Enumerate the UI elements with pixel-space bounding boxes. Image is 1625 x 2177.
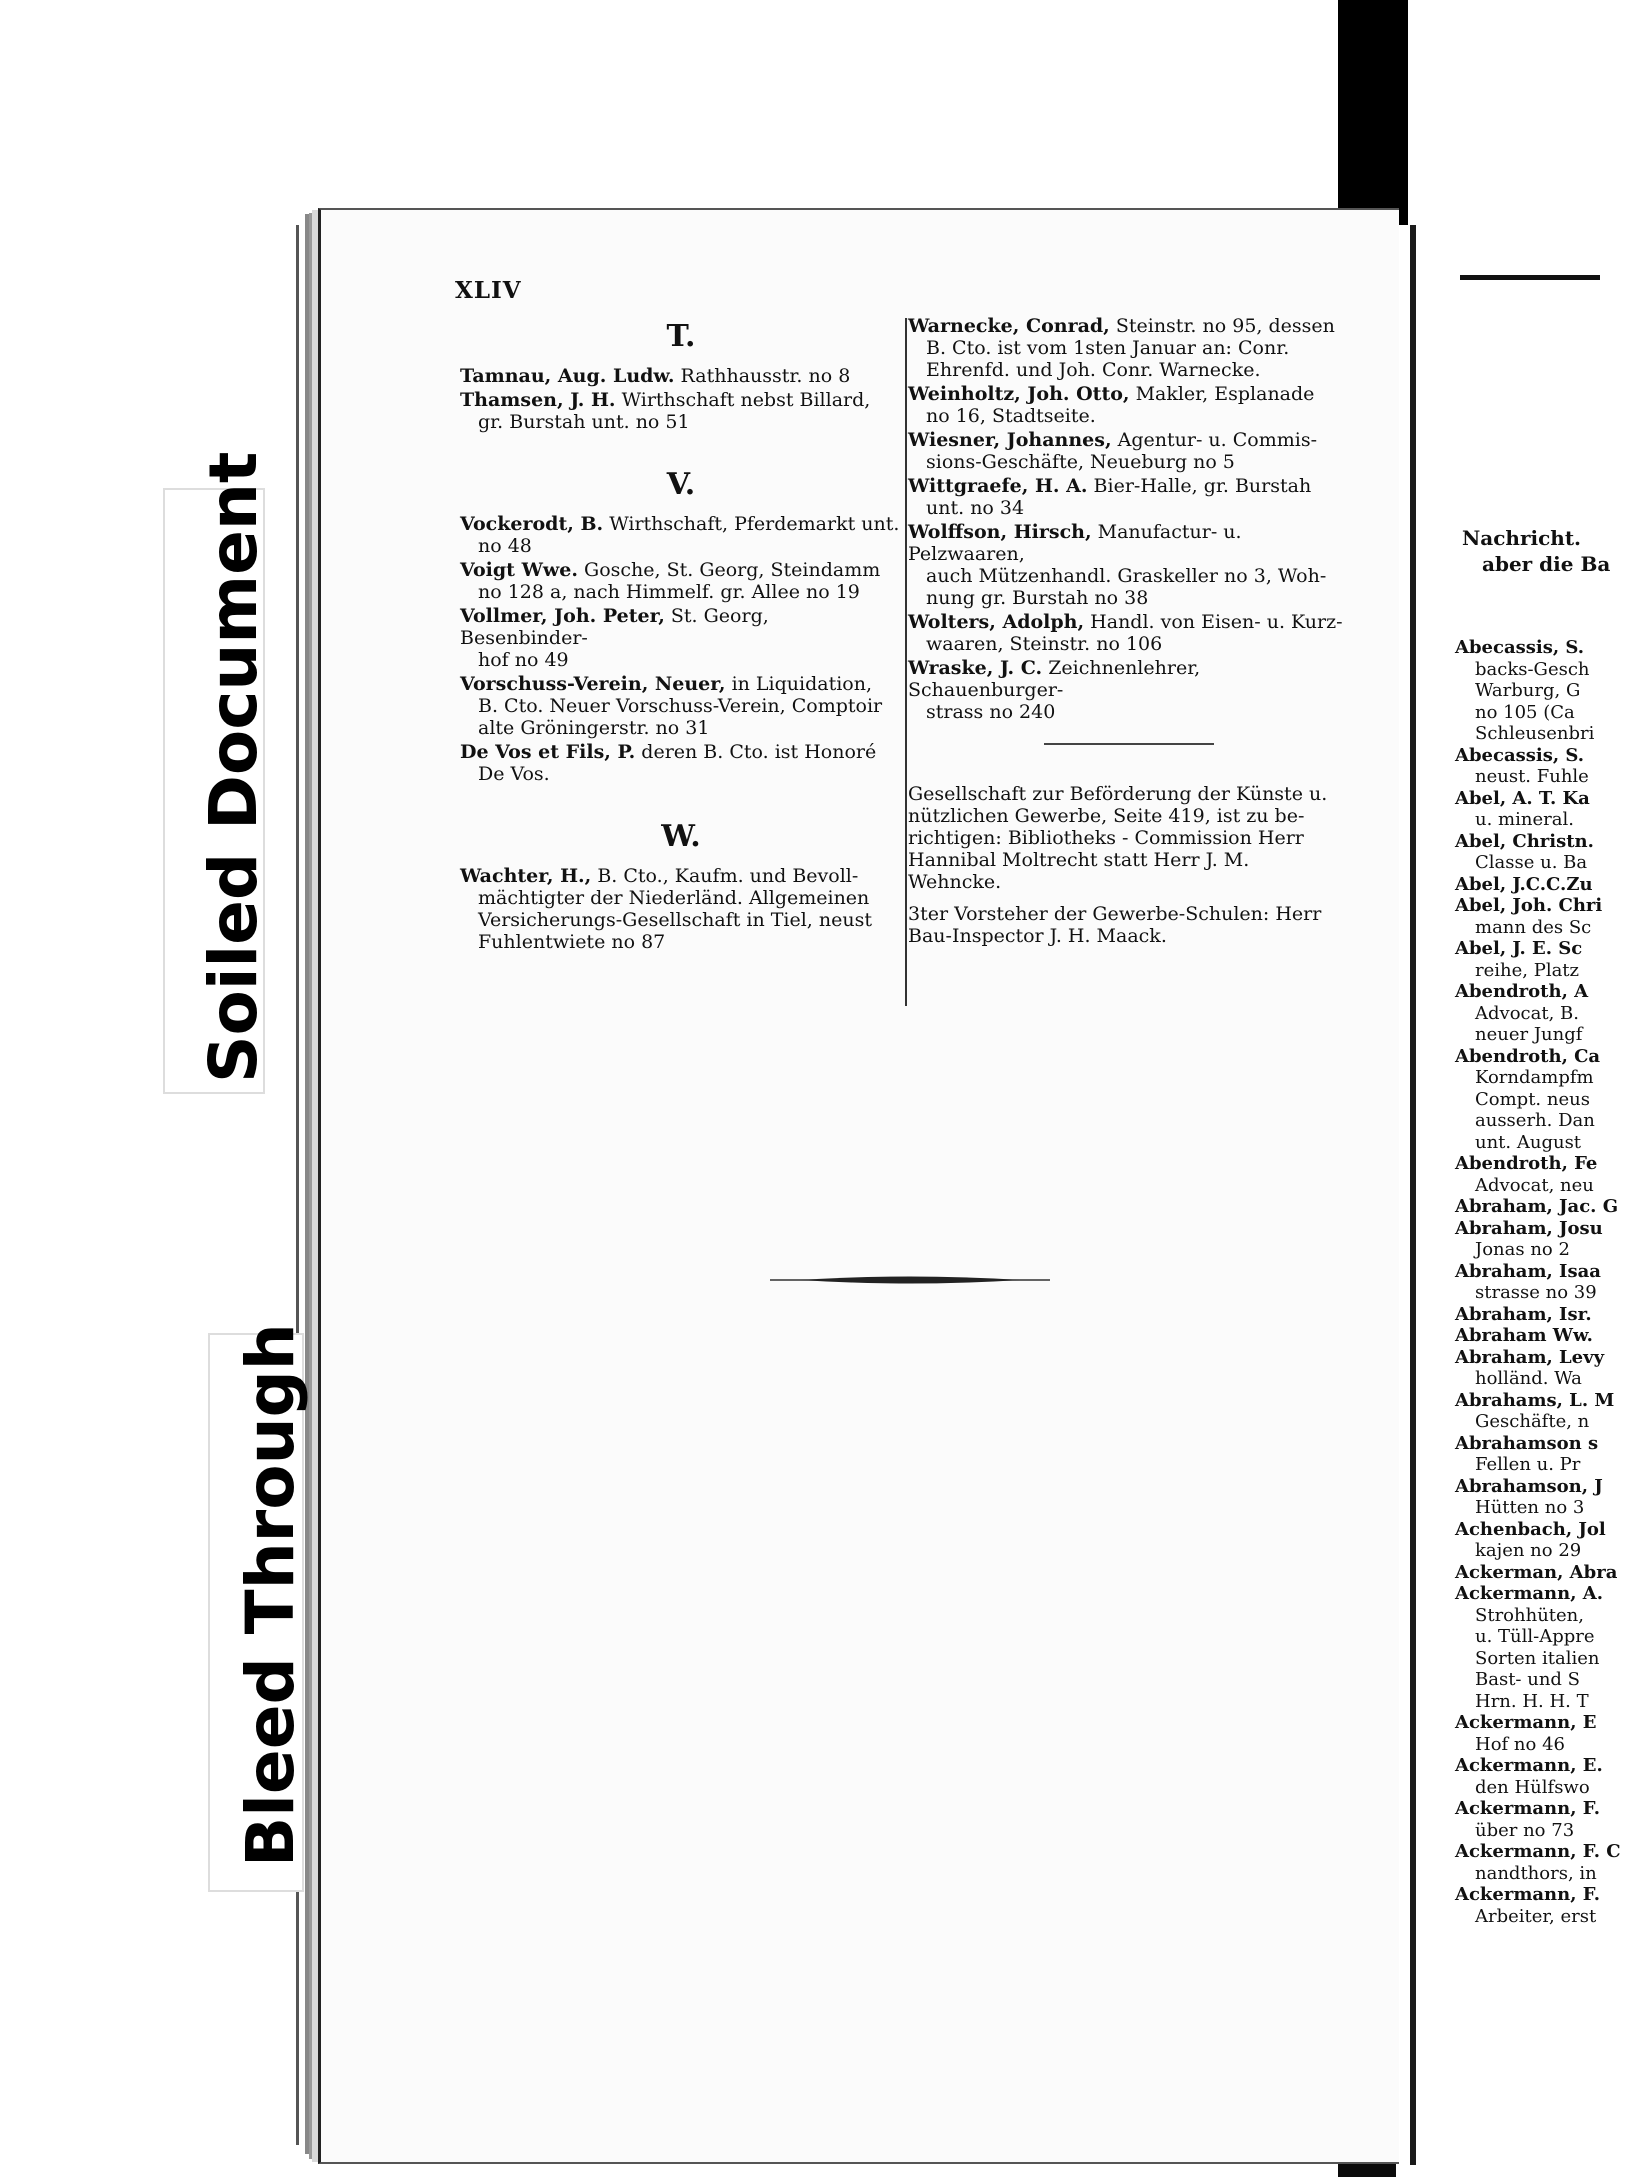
directory-entry <box>460 741 902 785</box>
facing-entry-name: Abraham, Isaa <box>1455 1260 1601 1282</box>
entry-first-line <box>908 521 1350 565</box>
facing-entry <box>1455 1304 1625 1326</box>
facing-entry-continuation: Advocat, neu <box>1475 1174 1594 1196</box>
section-rule <box>1044 743 1214 745</box>
entry-name: Tamnau, Aug. Ludw. <box>460 365 675 387</box>
facing-entry-name: Ackerman, Abra <box>1455 1561 1618 1583</box>
facing-entry-continuation: Warburg, G <box>1475 680 1581 701</box>
entry-continuation: auch Mützenhandl. Graskeller no 3, Woh- <box>926 565 1327 587</box>
entry-text: Handl. von Eisen- u. Kurz- <box>1090 611 1343 633</box>
facing-entry <box>1455 1712 1625 1755</box>
notice-line: nützlichen Gewerbe, Seite 419, ist zu be- <box>908 805 1305 827</box>
notice-line: Hannibal Moltrecht statt Herr J. M. <box>908 849 1250 871</box>
facing-heading-line: aber die Ba <box>1482 552 1611 576</box>
facing-entry-continuation: u. mineral. <box>1475 809 1574 830</box>
facing-entry-name: Ackermann, F. <box>1455 1884 1600 1905</box>
entry-first-line <box>460 741 902 763</box>
entry-name: Wiesner, Johannes, <box>908 429 1112 451</box>
directory-entry <box>460 673 902 739</box>
facing-entry-continuation: Bast- und S <box>1475 1669 1580 1690</box>
entry-continuation: Fuhlentwiete no 87 <box>478 931 666 953</box>
facing-entry-name: Abraham, Isr. <box>1455 1303 1592 1325</box>
facing-entry-name: Abrahamson s <box>1455 1432 1599 1454</box>
entry-text: Gosche, St. Georg, Steindamm <box>584 559 881 581</box>
section-letter: V. <box>666 467 696 502</box>
entry-first-line <box>908 657 1350 701</box>
entry-name: Vollmer, Joh. Peter, <box>460 605 665 627</box>
facing-entry-name: Abraham, Levy <box>1455 1346 1605 1368</box>
entry-name: Vockerodt, B. <box>460 513 604 535</box>
entry-text: Rathhausstr. no 8 <box>680 365 851 387</box>
entry-text: Agentur- u. Commis- <box>1117 429 1317 451</box>
facing-entry-continuation: Strohhüten, <box>1475 1604 1584 1626</box>
entry-text: Wirthschaft, Pferdemarkt unt. <box>609 513 900 535</box>
entry-name: Wraske, J. C. <box>908 657 1043 679</box>
facing-entry-name: Achenbach, Jol <box>1455 1518 1606 1540</box>
facing-entry-name: Abrahams, L. M <box>1455 1389 1615 1411</box>
entry-continuation: Ehrenfd. und Joh. Conr. Warnecke. <box>926 359 1261 381</box>
facing-entry-continuation: Compt. neus <box>1475 1088 1590 1110</box>
facing-entry-continuation: strasse no 39 <box>1475 1282 1597 1303</box>
directory-entry <box>460 513 902 557</box>
entry-text: Bier-Halle, gr. Burstah <box>1093 475 1312 497</box>
entry-continuation: mächtigter der Niederländ. Allgemeinen <box>478 887 870 909</box>
facing-entry-continuation: backs-Gesch <box>1475 658 1590 680</box>
facing-entry <box>1455 1519 1625 1562</box>
entry-continuation: waaren, Steinstr. no 106 <box>926 633 1163 655</box>
facing-entry-continuation: den Hülfswo <box>1475 1776 1590 1798</box>
directory-entry <box>908 315 1350 381</box>
soiled-document-label: Soiled Document <box>195 451 272 1083</box>
notice-line: 3ter Vorsteher der Gewerbe-Schulen: Herr <box>908 903 1322 925</box>
facing-entry-continuation: reihe, Platz <box>1475 959 1580 981</box>
facing-page-list <box>1455 637 1625 1927</box>
facing-entry-continuation: ausserh. Dan <box>1475 1110 1595 1131</box>
entry-continuation: nung gr. Burstah no 38 <box>926 587 1149 609</box>
facing-entry <box>1455 895 1625 938</box>
directory-entry <box>460 389 902 433</box>
directory-entry <box>460 365 902 387</box>
notice-paragraph <box>908 903 1350 947</box>
entry-text: in Liquidation, <box>731 673 873 695</box>
facing-entry <box>1455 1884 1625 1927</box>
facing-entry-continuation: u. Tüll-Appre <box>1475 1626 1595 1647</box>
entry-text: Steinstr. no 95, dessen <box>1115 315 1335 337</box>
facing-entry <box>1455 1390 1625 1433</box>
section-spacer <box>460 435 902 463</box>
entry-continuation: gr. Burstah unt. no 51 <box>478 411 690 433</box>
scanner-dark-strip-top <box>1338 0 1408 225</box>
facing-entry <box>1455 1841 1625 1884</box>
entry-first-line <box>460 673 902 695</box>
facing-entry-continuation: Classe u. Ba <box>1475 852 1588 873</box>
facing-entry-continuation: Arbeiter, erst <box>1475 1905 1597 1927</box>
facing-entry-continuation: neuer Jungf <box>1475 1024 1583 1045</box>
entry-name: Wittgraefe, H. A. <box>908 475 1088 497</box>
entry-name: Vorschuss-Verein, Neuer, <box>460 673 726 695</box>
facing-entry-continuation: Fellen u. Pr <box>1475 1454 1581 1475</box>
entry-first-line <box>908 383 1350 405</box>
entry-continuation: B. Cto. ist vom 1sten Januar an: Conr. <box>926 337 1290 359</box>
entry-name: Wachter, H., <box>460 865 592 887</box>
facing-entry <box>1455 831 1625 874</box>
facing-entry-name: Ackermann, F. <box>1455 1798 1600 1819</box>
facing-entry-name: Abraham Ww. <box>1455 1325 1593 1346</box>
entry-text: St. Georg, Besenbinder- <box>460 605 769 649</box>
directory-entry <box>908 383 1350 427</box>
facing-entry-continuation: über no 73 <box>1475 1819 1575 1841</box>
entry-continuation: no 48 <box>478 535 532 557</box>
facing-entry <box>1455 938 1625 981</box>
entry-first-line <box>460 365 902 387</box>
facing-entry-continuation: Jonas no 2 <box>1475 1239 1570 1260</box>
entry-continuation: no 128 a, nach Himmelf. gr. Allee no 19 <box>478 581 860 603</box>
entry-continuation: sions-Geschäfte, Neueburg no 5 <box>926 451 1235 473</box>
gutter-line <box>1410 225 1416 2165</box>
entry-first-line <box>460 559 902 581</box>
facing-page-rule <box>1460 275 1600 280</box>
notice-line: Wehncke. <box>908 871 1002 893</box>
facing-entry-continuation: Geschäfte, n <box>1475 1411 1590 1432</box>
facing-entry-continuation: Advocat, B. <box>1475 1002 1579 1024</box>
facing-entry <box>1455 1261 1625 1304</box>
entry-text: Manufactur- u. Pelzwaaren, <box>908 521 1242 565</box>
entry-continuation: no 16, Stadtseite. <box>926 405 1096 427</box>
facing-entry <box>1455 1196 1625 1218</box>
directory-entry <box>460 559 902 603</box>
facing-entry <box>1455 1347 1625 1390</box>
directory-entry <box>908 475 1350 519</box>
entry-continuation: alte Gröningerstr. no 31 <box>478 717 710 739</box>
facing-entry-name: Abel, J. E. Sc <box>1455 938 1583 959</box>
entry-continuation: De Vos. <box>478 763 550 785</box>
facing-entry-name: Ackermann, E. <box>1455 1755 1603 1776</box>
facing-entry-name: Abel, Joh. Chri <box>1455 895 1603 916</box>
entry-continuation: unt. no 34 <box>926 497 1025 519</box>
right-column <box>908 315 1350 957</box>
entry-first-line <box>908 475 1350 497</box>
facing-entry <box>1455 1476 1625 1519</box>
facing-entry <box>1455 1562 1625 1584</box>
facing-entry-name: Ackermann, A. <box>1455 1583 1603 1604</box>
entry-name: De Vos et Fils, P. <box>460 741 636 763</box>
directory-entry <box>460 865 902 953</box>
facing-entry-name: Abendroth, Fe <box>1455 1153 1598 1174</box>
facing-entry <box>1455 788 1625 831</box>
entry-continuation: Versicherungs-Gesellschaft in Tiel, neust <box>478 909 872 931</box>
facing-entry-continuation: nandthors, in <box>1475 1862 1597 1884</box>
facing-entry <box>1455 1325 1625 1347</box>
facing-entry <box>1455 1046 1625 1154</box>
facing-entry <box>1455 1153 1625 1196</box>
entry-text: B. Cto., Kaufm. und Bevoll- <box>597 865 859 887</box>
notice-paragraph <box>908 783 1350 893</box>
entry-name: Warnecke, Conrad, <box>908 315 1110 337</box>
entry-text: Zeichnenlehrer, Schauenburger- <box>908 657 1201 701</box>
entry-name: Wolters, Adolph, <box>908 611 1085 633</box>
left-column <box>460 315 902 955</box>
facing-entry-continuation: Hrn. H. H. T <box>1475 1690 1589 1712</box>
facing-entry-name: Abraham, Jac. G <box>1455 1196 1619 1217</box>
column-divider <box>905 318 907 1006</box>
facing-entry <box>1455 1583 1625 1712</box>
entry-text: Wirthschaft nebst Billard, <box>621 389 871 411</box>
notice-line: richtigen: Bibliotheks - Commission Herr <box>908 827 1304 849</box>
entry-text: deren B. Cto. ist Honoré <box>641 741 877 763</box>
entry-name: Wolffson, Hirsch, <box>908 521 1092 543</box>
entry-name: Thamsen, J. H. <box>460 389 616 411</box>
facing-entry-continuation: neust. Fuhle <box>1475 766 1589 787</box>
section-letter: T. <box>666 319 696 354</box>
facing-entry <box>1455 745 1625 788</box>
facing-entry-continuation: mann des Sc <box>1475 916 1592 938</box>
directory-entry <box>908 429 1350 473</box>
directory-entry <box>908 521 1350 609</box>
facing-heading-line: Nachricht. <box>1462 526 1582 550</box>
facing-entry <box>1455 1433 1625 1476</box>
facing-entry <box>1455 637 1625 745</box>
section-letter: W. <box>661 819 701 854</box>
notice-line: Bau-Inspector J. H. Maack. <box>908 925 1167 947</box>
facing-entry-name: Abrahamson, J <box>1455 1475 1603 1497</box>
facing-entry <box>1455 1798 1625 1841</box>
facing-entry-name: Abendroth, A <box>1455 981 1589 1002</box>
notice-line: Gesellschaft zur Beförderung der Künste u. <box>908 783 1328 805</box>
facing-entry <box>1455 1218 1625 1261</box>
entry-first-line <box>460 865 902 887</box>
facing-entry-name: Ackermann, E <box>1455 1712 1597 1733</box>
facing-entry-name: Abel, A. T. Ka <box>1455 787 1590 809</box>
facing-entry-continuation: unt. August <box>1475 1131 1582 1153</box>
entry-first-line <box>908 315 1350 337</box>
facing-entry <box>1455 874 1625 896</box>
entry-text: Makler, Esplanade <box>1135 383 1315 405</box>
entry-continuation: strass no 240 <box>926 701 1056 723</box>
entry-continuation: B. Cto. Neuer Vorschuss-Verein, Comptoir <box>478 695 883 717</box>
entry-name: Weinholtz, Joh. Otto, <box>908 383 1130 405</box>
facing-entry-name: Abendroth, Ca <box>1455 1045 1601 1067</box>
directory-entry <box>908 611 1350 655</box>
facing-entry-name: Abraham, Josu <box>1455 1217 1603 1239</box>
facing-entry-continuation: kajen no 29 <box>1475 1540 1582 1561</box>
facing-entry-continuation: holländ. Wa <box>1475 1368 1582 1389</box>
entry-name: Voigt Wwe. <box>460 559 578 581</box>
facing-entry-continuation: no 105 (Ca <box>1475 701 1575 723</box>
facing-entry-continuation: Hof no 46 <box>1475 1733 1565 1755</box>
entry-first-line <box>460 605 902 649</box>
entry-first-line <box>460 513 902 535</box>
entry-first-line <box>908 429 1350 451</box>
facing-entry <box>1455 1755 1625 1798</box>
facing-entry-name: Ackermann, F. C <box>1455 1841 1621 1862</box>
entry-first-line <box>460 389 902 411</box>
section-spacer <box>460 787 902 815</box>
facing-entry-name: Abecassis, S. <box>1455 744 1585 766</box>
facing-page-heading <box>1462 525 1622 577</box>
directory-entry <box>908 657 1350 723</box>
entry-continuation: hof no 49 <box>478 649 569 671</box>
entry-first-line <box>908 611 1350 633</box>
facing-entry-continuation: Sorten italien <box>1475 1647 1600 1669</box>
facing-entry <box>1455 981 1625 1046</box>
facing-entry-name: Abecassis, S. <box>1455 637 1585 658</box>
facing-entry-continuation: Korndampfm <box>1475 1067 1594 1088</box>
facing-entry-continuation: Hütten no 3 <box>1475 1497 1585 1518</box>
page-folio: XLIV <box>455 277 522 304</box>
facing-entry-name: Abel, Christn. <box>1455 830 1594 852</box>
ornamental-rule <box>770 1275 1050 1285</box>
facing-entry-name: Abel, J.C.C.Zu <box>1455 873 1593 895</box>
bleed-through-label: Bleed Through <box>232 1323 309 1867</box>
facing-entry-continuation: Schleusenbri <box>1475 723 1595 744</box>
directory-entry <box>460 605 902 671</box>
